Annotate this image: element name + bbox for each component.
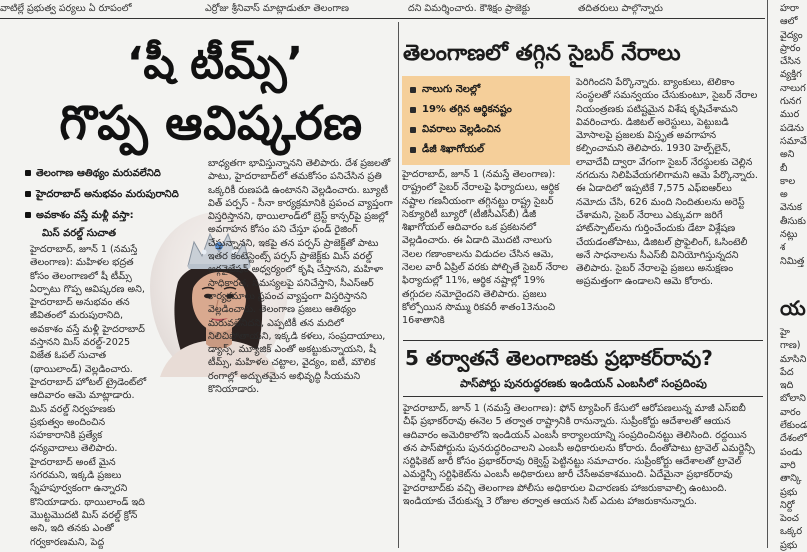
strip-text-middle: ఎర్రోజు శ్రీనివాస్ మాట్లాడుతూ తెలంగాణ — [205, 3, 349, 14]
highlight-item — [410, 100, 564, 120]
right-edge-title: య — [780, 296, 806, 320]
subhead-divider — [403, 396, 763, 397]
bullet-item: హైదరాబాద్ అనుభవం మరుపురానిది — [24, 184, 234, 205]
prabhakar-body: హైదరాబాద్, జూన్ 1 (నమస్తే తెలంగాణ): ఫోన్ ట్యాపింగ్ కేసులో ఆరోపణలున్న మాజీ ఎస్ఐబీ చీఫ్ ప్రభాకర్‌రావు ఈనెల 5 తర్వాత రాష్ట్రానికి రానున్నారు. సుప్రీంకోర్టు ఆదేశాలతో ఆయన ఆదివారం అమెరికాలోని ఇండియన్ ఎంబసీ కార్యాలయాన్ని సంప్రదించినట్టు తెలిసింది. రద్దయిన తన పాస్‌పోర్టును పునరుద్ధరించాలని ఎంబసీ అధికారులను కోరారు. దీంతోపాటు ట్రావెల్ ఎమర్జెన్సీ సర్టిఫికెట్ జారీ కోసం ప్రభాకర్‌రావు రిక్వెస్ట్ పెట్టినట్టు సమాచారం. సుప్రీంకోర్టు ఆదేశాలతో ట్రావెల్ ఎమర్జెన్సీ సర్టిఫికెట్‌ను ఎంబసీ అధికారులు జారీ చేసేఅవకాశముంది. ఏదేమైనా ప్రభాకర్‌రావు హైదరాబాద్‌కు వచ్చి తెలంగాణ పోలీసు అధికారుల విచారణకు హాజరుకావాల్సి ఉంటుంది. ఇండియాకు చేరుకున్న 3 రోజుల తర్వాత ఆయన సిట్ ఎదుట హాజరుకానున్నారు. — [403, 403, 755, 508]
column-divider — [398, 22, 399, 548]
byline: మిస్ వరల్డ్ సుచాత — [42, 228, 116, 239]
prabhakar-headline: 5 తర్వాతనే తెలంగాణకు ప్రభాకర్‌రావు? — [405, 346, 713, 370]
cyber-column-right: పెరిగిందని పేర్కొన్నారు. బ్యాంకులు, టెలికాం సంస్థలతో సమన్వయం చేసుకుంటూ, సైబర్ నేరాల నియంత్రణకు పటిష్టమైన విశేష కృషిచేశామని వివరించారు. డిజిటల్ అరెస్టులు, పెట్టుబడి మోసాలపై ప్రజలకు విస్తృత అవగాహన కల్పించామని తెలిపారు. 1930 హెల్ప్‌లైన్, లావాదేవీ ద్వారా వేగంగా సైబర్ నేరస్థులకు చెల్లిన నగదును నిలిపివేయగలిగామని ఆమె పేర్కొన్నారు. ఈ ఏడాదిలో ఇప్పటికే 7,575 ఎఫ్ఐఆర్‌లు నమోదు చేసి, 626 మంది నిందితులను అరెస్ట్ చేశామని, సైబర్ నేరాలు ఎక్కువగా జరిగే హాట్‌స్పాట్‌లను గుర్తించేందుకు డేటా విశ్లేషణ చేయడంతోపాటు, డిజిటల్ ప్రొఫైలింగ్, ఓసింటెలీ అనే సాధనాలను సీఎస్‌బీ వినియోగిస్తున్నదని తెలిపారు. సైబర్ నేరాలపై ప్రజలు అనుక్షణం అప్రమత్తంగా ఉండాలని ఆమె కోరారు. — [576, 77, 758, 288]
highlight-item: నాలుగు నెలల్లో — [410, 80, 564, 100]
right-edge-text-lower: హై గాణ) మాసిని పేద ఇది బోలాని వారం లేకుండ దేశంలో పండు వారి తాన్కి ప్రభు నిర్దో పెంచ ఒక్కర ప్రభు — [780, 327, 807, 551]
right-edge-column — [778, 0, 807, 551]
strip-text-far-right: తదితరులు పాల్గొన్నారు — [578, 3, 663, 14]
highlight-text: 19% తగ్గిన ఆర్థికనష్టం — [422, 104, 512, 115]
highlight-text: డీజీ శిఖాగోయల్ — [422, 144, 484, 155]
right-edge-text: హరా ఆలో వైద్యం ప్రారం చేసిన వ్యక్తిగ నాలుగ గునగ ముర పడెను సమావే అని బీ కాల అ వెనుక తీసుకు నట్లు శ నిమిత్త — [780, 3, 807, 267]
cyber-column-left: హైదరాబాద్, జూన్ 1 (నమస్తే తెలంగాణ): రాష్ట్రంలో సైబర్ నేరాలపై ఫిర్యాదులు, ఆర్థిక నష్టాల గణనీయంగా తగ్గినట్టు రాష్ట్ర సైబర్ సెక్యూరిటీ బ్యూరో (టీజీసీఎస్‌బీ) డీజీ శిఖాగోయల్ ఆదివారం ఒక ప్రకటనలో వెల్లడించారు. ఈ ఏడాది మొదటి నాలుగు నెలల గణాంకాలను విడుదల చేసిన ఆమె, నెలల వారీ ఏప్రిల్ వరకు పోల్చితే సైబర్ నేరాల ఫిర్యాదుల్లో 11%, ఆర్థిక నష్టాల్లో 19% తగ్గుదల నమోదైందని తెలిపారు. ప్రజలు కోల్పోయిన సొమ్ము రికవరీ శాతం13నుంచి 16శాతానికి — [402, 169, 568, 327]
main-headline-line2: గొప్ప ఆవిష్కరణ — [59, 96, 363, 151]
bullet-item: తెలంగాణ ఆతిథ్యం మరువలేనిది — [24, 163, 234, 184]
prabhakar-subheadline: పాస్‌పోర్టు పునరుద్ధరణకు ఇండియన్ ఎంబసీలో సంప్రదింపు — [460, 377, 707, 390]
top-divider — [0, 18, 765, 19]
main-story-column-1: హైదరాబాద్, జూన్ 1 (నమస్తే తెలంగాణ): మహిళల భద్రత కోసం తెలంగాణలో షీ టీమ్స్ ఏర్పాటు గొప్ప ఆవిష్కరణ అని, హైదరాబాద్ అనుభవం తన జీవితంలో మరుపురానిది, అవకాశం వస్తే మళ్లీ హైదరాబాద్ వస్తానని మిస్ వరల్డ్-2025 విజేత ఓపల్ సుచాత (థాయిలాండ్) వెల్లడించారు. హైదరాబాద్ హోటల్ ట్రైడెంట్‌లో ఆదివారం ఆమె మాట్లాడారు. మిస్ వరల్డ్ నిర్వహణకు ప్రభుత్వం అందించిన సహకారానికి ప్రత్యేక ధన్యవాదాలు తెలిపారు. హైదరాబాద్ అంటే మైన సగరమని, ఇక్కడి ప్రజలు స్నేహపూర్వకంగా ఉన్నారని కొనియాడారు. థాయిలాండ్ ఇది మొట్టమొదటి మిస్ వరల్డ్ క్రోన్ అని, ఇది తనకు ఎంతో గర్వకారణమని, పెద్ద — [30, 244, 147, 548]
main-headline-line1: ‘షీ టీమ్స్’ — [126, 38, 304, 89]
strip-text-left: వాటిల్లే ప్రభుత్వ పర్యలు ఏ రూపంలో — [0, 3, 132, 14]
main-story-column-2: బాధ్యతగా భావిస్తున్నానని తెలిపారు. దేశ ప్రజలతో పాటు, హైదరాబాద్‌లో తమకోసం పనిచేసిన ప్రతి ఒక్కరికీ రుణపడి ఉంటానని వెల్లడించారు. బ్యూటీ విత్ పర్పస్ - సీనా కార్యక్రమానికి ప్రపంచ వ్యాప్తంగా విస్తరిస్తానని, థాయిలాండ్‌లో బ్రెస్ట్ కాన్సర్‌పై ప్రజల్లో అవగాహన కోసం పని చేస్తూ ఫండ్ రైజింగ్ చేస్తున్నానని, ఇకపై తన పర్పస్ ప్రాజెక్ట్‌తో పాటు ఇతర కంటెస్టెంట్స్ పర్పస్ ప్రాజెక్ట్‌కు మిస్ వరల్డ్ ఆర్గనైజేషన్ అధ్వర్యంలో కృషి చేస్తానని, మహిళా సాధికారత, సమస్యలపై పనిచేస్తాని, సీఎస్ఆర్ కార్యక్రమాలు ప్రపంచ వ్యాప్తంగా విస్తరిస్తానని వెల్లడించారు. తెలంగాణ ప్రజలు ఆతిథ్యం మరువలేనిదని, ఎప్పటికీ తన మదిలో నిలిచిపోతాయని, ఇక్కడి కళలు, సంప్రదాయాలు, డ్యాన్స్, మ్యూజిక్ ఎంతో అకట్టుకున్నాయని, షీ టీమ్స్, మహిళల చట్టాల, వైద్యం, ఐటీ, మౌలిక రంగాల్లో అద్భుతమైన అభివృద్ధి సీయమని కొనియాడారు. — [208, 158, 393, 396]
cyber-highlight-box — [402, 76, 570, 165]
right-edge-divider — [767, 0, 768, 548]
bullet-item: అవకాశం వస్తే మళ్లీ వస్తా: — [24, 205, 234, 226]
highlight-item — [410, 140, 564, 160]
cyber-headline: తెలంగాణలో తగ్గిన సైబర్ నేరాలు — [403, 41, 681, 66]
strip-text-right: దని విమర్శించారు. కౌశిక్షం ప్రాజెక్టు — [408, 3, 531, 14]
highlight-item: వివరాలు వెల్లడించిన — [410, 120, 564, 140]
story-divider — [403, 340, 763, 341]
previous-article-strip — [0, 0, 780, 18]
